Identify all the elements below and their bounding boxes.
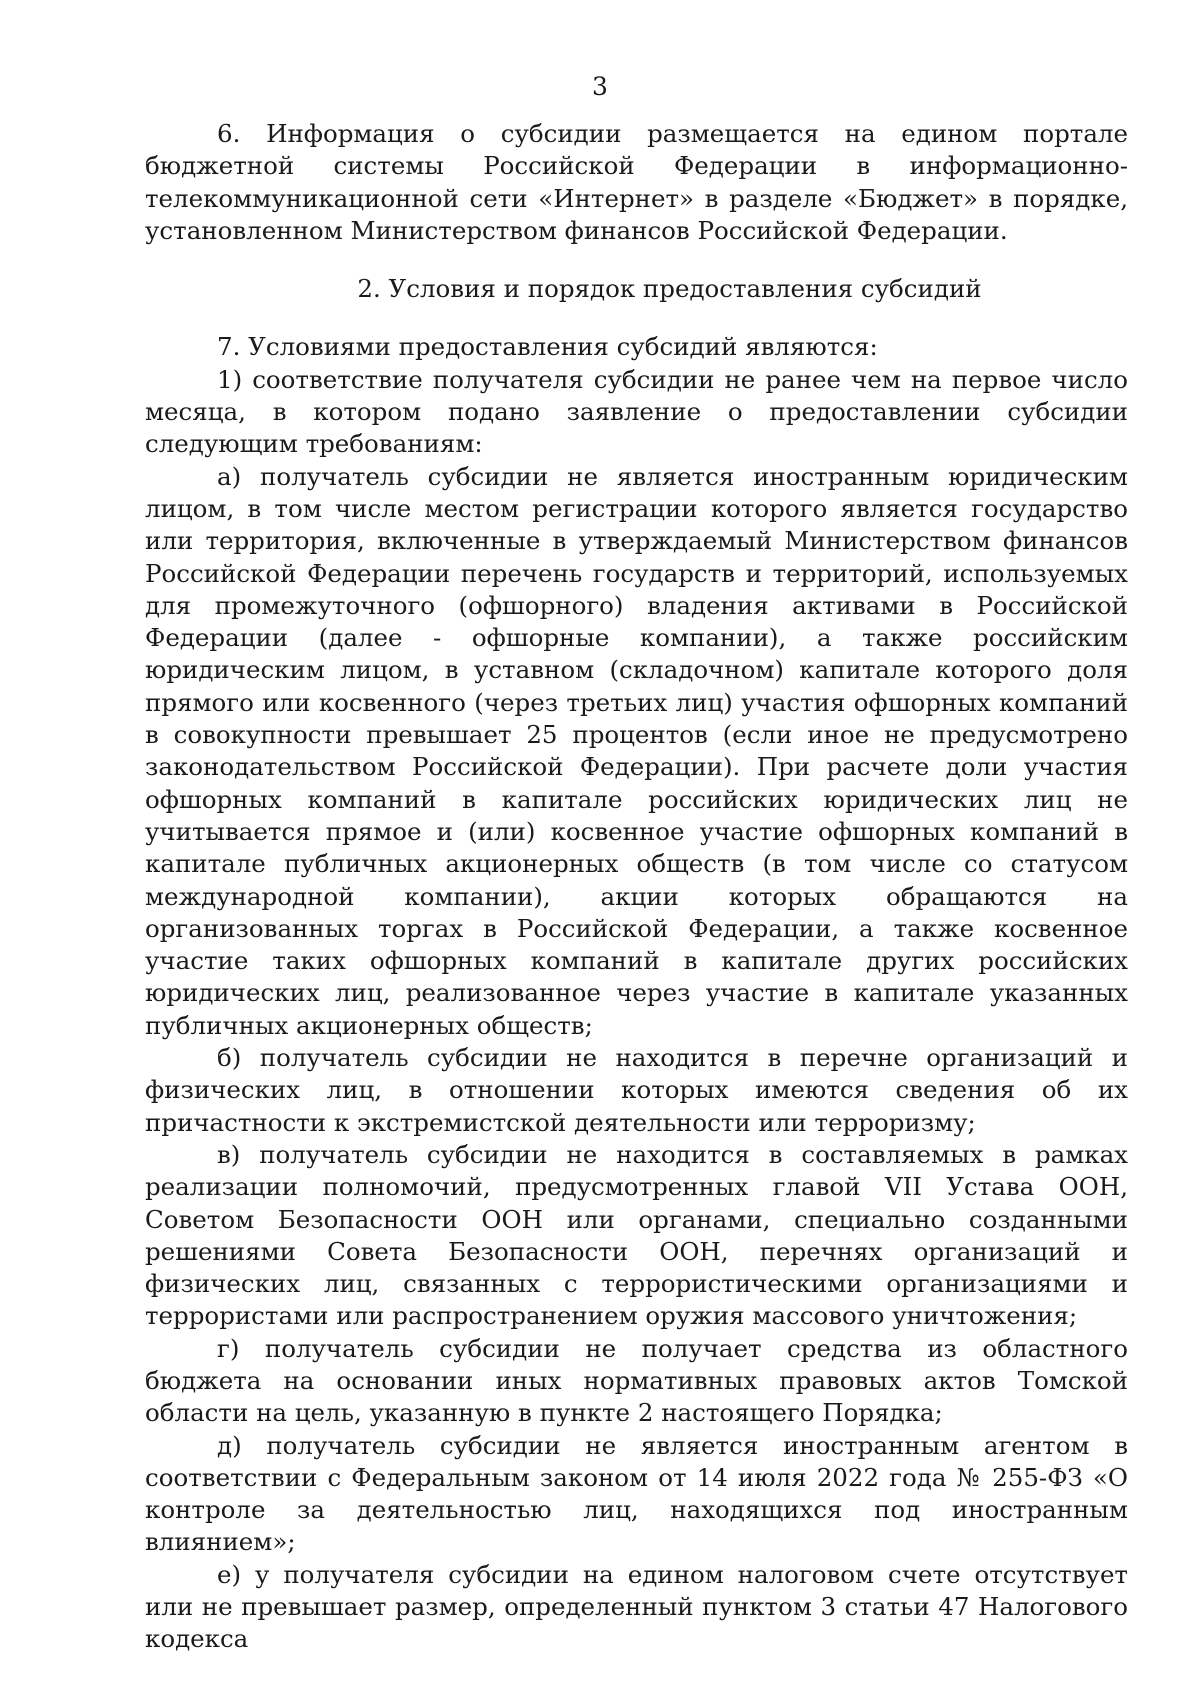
paragraph-7-1-v: в) получатель субсидии не находится в составляемых в рамках реализации полномочий, предусмотренных главой VII Устава ООН, Советом Безопасности ООН или органами, специально созданными решениями Совета Безопасности ООН, перечнях организаций и физических лиц, связанных с террористическими организациями и террористами или распространением оружия массового уничтожения; <box>145 1139 1128 1331</box>
section-heading: 2. Условия и порядок предоставления субсидий <box>357 274 982 304</box>
paragraph-7-1-b: б) получатель субсидии не находится в перечне организаций и физических лиц, в отношении которых имеются сведения об их причастности к экстремистской деятельности или терроризму; <box>145 1043 1128 1137</box>
paragraph-7-1-d: д) получатель субсидии не является иностранным агентом в соответствии с Федеральным законом от 14 июля 2022 года № 255-ФЗ «О контроле за деятельностью лиц, находящихся под иностранным влиянием»; <box>145 1430 1128 1557</box>
spacer <box>145 247 1128 273</box>
document-body <box>145 118 1128 1656</box>
paragraph-7-1-a: а) получатель субсидии не является иностранным юридическим лицом, в том числе местом регистрации которого является государство или территория, включенные в утверждаемый Министерством финансов Российской Федерации перечень государств и территорий, используемых для промежуточного (офшорного) владения активами в Российской Федерации (далее - офшорные компании), а также российским юридическим лицом, в уставном (складочном) капитале которого доля прямого или косвенного (через третьих лиц) участия офшорных компаний в совокупности превышает 25 процентов (если иное не предусмотрено законодательством Российской Федерации). При расчете доли участия офшорных компаний в капитале российских юридических лиц не учитывается прямое и (или) косвенное участие офшорных компаний в капитале публичных акционерных обществ (в том числе со статусом международной компании), акции которых обращаются на организованных торгах в Российской Федерации, а также косвенное участие таких офшорных компаний в капитале других российских юридических лиц, реализованное через участие в капитале указанных публичных акционерных обществ; <box>145 461 1128 1040</box>
paragraph-7-1: 1) соответствие получателя субсидии не ранее чем на первое число месяца, в котором подано заявление о предоставлении субсидии следующим требованиям: <box>145 364 1128 459</box>
paragraph-7-1-g: г) получатель субсидии не получает средства из областного бюджета на основании иных нормативных правовых актов Томской области на цель, указанную в пункте 2 настоящего Порядка; <box>145 1333 1128 1428</box>
paragraph-7-1-e: е) у получателя субсидии на едином налоговом счете отсутствует или не превышает размер, определенный пунктом 3 статьи 47 Налогового кодекса <box>145 1559 1128 1654</box>
page-number: 3 <box>592 72 608 101</box>
spacer <box>145 305 1128 331</box>
paragraph-6: 6. Информация о субсидии размещается на едином портале бюджетной системы Российской Федерации в информационно-телекоммуникационной сети «Интернет» в разделе «Бюджет» в порядке, установленном Министерством финансов Российской Федерации. <box>145 119 1128 245</box>
paragraph-7: 7. Условиями предоставления субсидий являются: <box>217 332 878 362</box>
